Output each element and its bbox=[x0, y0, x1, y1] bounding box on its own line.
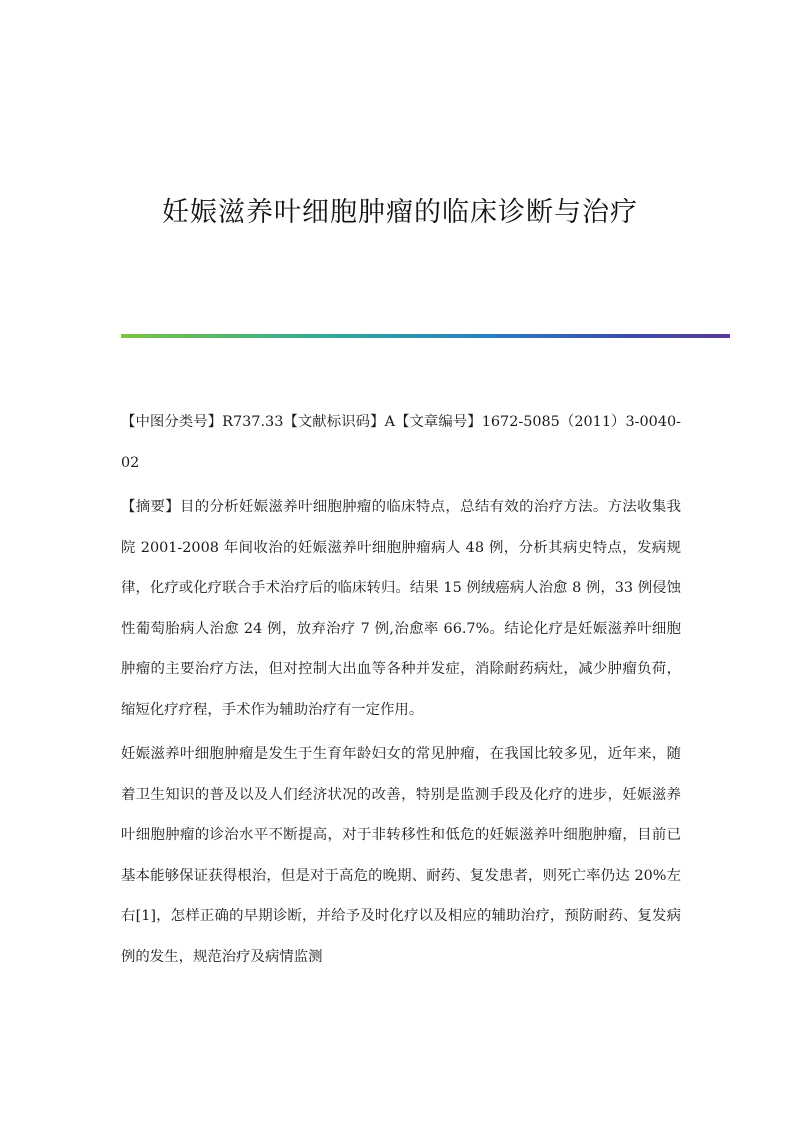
document-content bbox=[121, 402, 681, 977]
abstract-paragraph: 【摘要】目的分析妊娠滋养叶细胞肿瘤的临床特点，总结有效的治疗方法。方法收集我院 2001-2008 年间收治的妊娠滋养叶细胞肿瘤病人 48 例，分析其病史特点，发病规律，化疗或化疗联合手术治疗后的临床转归。结果 15 例绒癌病人治愈 8 例，33 例侵蚀性葡萄胎病人治愈 24 例，放弃治疗 7 例,治愈率 66.7%。结论化疗是妊娠滋养叶细胞肿瘤的主要治疗方法，但对控制大出血等各种并发症，消除耐药病灶，减少肿瘤负荷，缩短化疗疗程，手术作为辅助治疗有一定作用。 bbox=[121, 499, 681, 718]
document-title: 妊娠滋养叶细胞肿瘤的临床诊断与治疗 bbox=[162, 197, 638, 228]
classification-line: 【中图分类号】R737.33【文献标识码】A【文章编号】1672-5085（2011）3-0040-02 bbox=[121, 414, 681, 471]
title-divider bbox=[121, 334, 730, 338]
body-paragraph: 妊娠滋养叶细胞肿瘤是发生于生育年龄妇女的常见肿瘤，在我国比较多见，近年来，随着卫生知识的普及以及人们经济状况的改善，特别是监测手段及化疗的进步，妊娠滋养叶细胞肿瘤的诊治水平不断提高，对于非转移性和低危的妊娠滋养叶细胞肿瘤，目前已基本能够保证获得根治，但是对于高危的晚期、耐药、复发患者，则死亡率仍达 20%左右[1]，怎样正确的早期诊断，并给予及时化疗以及相应的辅助治疗，预防耐药、复发病例的发生，规范治疗及病情监测 bbox=[121, 746, 681, 965]
